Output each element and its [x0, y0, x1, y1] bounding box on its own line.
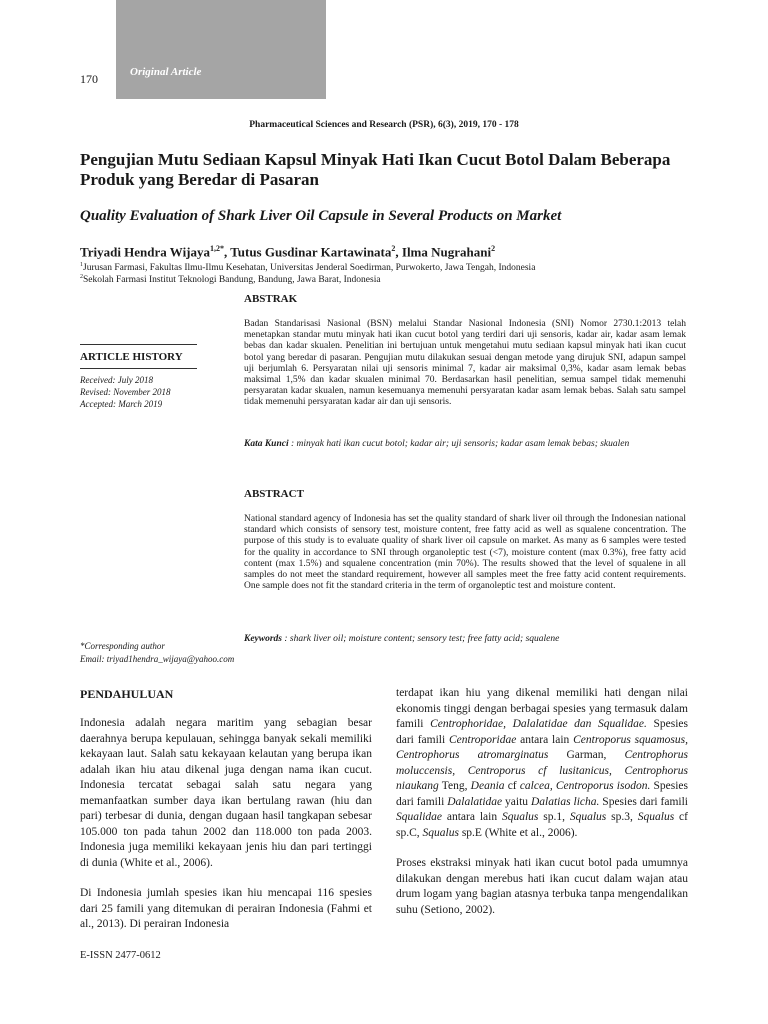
text-run-italic: Squalus: [422, 826, 459, 839]
text-run: sp.3,: [606, 811, 638, 823]
text-run: cf: [504, 780, 520, 792]
text-run: cf sp.C,: [396, 811, 688, 839]
body-paragraph: Proses ekstraksi minyak hati ikan cucut botol pada umumnya dilakukan dengan merebus hati ikan cucut dalam wajan atau drum logam yang bagian atasnya terbuka tanpa mengendalikan suhu (Setiono, 2002).: [396, 857, 688, 916]
affiliation-2: [80, 274, 381, 285]
text-run-italic: Centroporidae: [449, 733, 517, 746]
author-2-sup: 2: [391, 244, 396, 253]
text-run-italic: Centrophorus moluccensis, Centroporus cf lusitanicus, Centrophorus niaukang: [396, 749, 688, 792]
title-indonesian: Pengujian Mutu Sediaan Kapsul Minyak Hati Ikan Cucut Botol Dalam Beberapa Produk yang Beredar di Pasaran: [80, 150, 671, 189]
keywords: [244, 634, 686, 646]
abstrak-text: Badan Standarisasi Nasional (BSN) melalui Standar Nasional Indonesia (SNI) Nomor 2730.1:2013 telah menetapkan standar mutu minyak hati ikan cucut botol yang terdiri dari uji sensoris, kadar air, kadar asam lemak bebas dan kadar skualen. Penelitian ini bertujuan untuk mengetahui mutu sediaan kapsul minyak hati ikan cucut botol yang beredar di pasaran. Pengujian mutu dilakukan sesuai dengan metode yang dirujuk SNI, adapun sampel uji berjumlah 6. Persyaratan nilai uji sensoris minimal 7, kadar air maksimal 0,3%, kadar asam lemak bebas maksimal 1,5% dan kadar skualen minimal 70. Berdasarkan hasil penelitian, semua sampel tidak memenuhi persyaratan kadar skualen, namun kesemuanya memenuhi persyaratan kadar asam lemak bebas. Salah satu sampel tidak memenuhi persyaratan kadar air dan uji sensoris.: [244, 319, 686, 408]
footer-issn: E-ISSN 2477-0612: [80, 950, 161, 961]
history-received: Received: July 2018: [80, 375, 153, 385]
text-run: antara lain: [516, 733, 574, 746]
body-paragraph: Di Indonesia jumlah spesies ikan hiu mencapai 116 spesies dari 25 famili yang ditemukan di perairan Indonesia (Fahmi et al., 2013). Di perairan Indonesia: [80, 887, 372, 930]
corresponding-author-label: *Corresponding author: [80, 641, 165, 651]
text-run-italic: Squalus: [569, 811, 607, 823]
history-rule-top: [80, 344, 197, 345]
text-run: Spesies dari famili: [396, 780, 689, 808]
text-run: Spesies dari famili: [396, 718, 688, 746]
text-run: sp.1,: [538, 811, 570, 823]
title-english: Quality Evaluation of Shark Liver Oil Capsule in Several Products on Market: [80, 208, 562, 224]
keywords-text: : shark liver oil; moisture content; sensory test; free fatty acid; squalene: [282, 634, 560, 644]
journal-citation: Pharmaceutical Sciences and Research (PSR), 6(3), 2019, 170 - 178: [249, 120, 519, 130]
text-run-italic: Squalidae: [396, 811, 442, 823]
affiliation-2-text: Sekolah Farmasi Institut Teknologi Bandung, Bandung, Jawa Barat, Indonesia: [83, 275, 381, 286]
affiliation-1-text: Jurusan Farmasi, Fakultas Ilmu-Ilmu Kesehatan, Universitas Jenderal Soedirman, Purwokerto, Jawa Tengah, Indonesia: [83, 263, 536, 274]
author-3: , Ilma Nugrahani: [395, 244, 492, 260]
text-run-italic: Centroporus squamosus, Centrophorus atromarginatus: [396, 733, 689, 761]
body-paragraph: [396, 686, 688, 841]
author-2: , Tutus Gusdinar Kartawinata: [224, 244, 392, 260]
text-run-italic: Dalatias licha.: [530, 795, 600, 808]
affiliation-1: [80, 262, 535, 273]
kata-kunci-label: Kata Kunci: [244, 439, 289, 449]
body-paragraph: Indonesia adalah negara maritim yang sebagian besar daerahnya berupa kepulauan, sehingga banyak sekali memiliki kekayaan laut. Salah satu kekayaan kelautan yang berupa ikan adalah ikan hiu atau dikenal juga dengan nama ikan cucut. Indonesia tercatat sebagai salah satu negara yang memanfaatkan sumber daya ikan bertulang rawan (hiu dan pari) terbesar di dunia, dengan dugaan hasil tangkapan sebesar 105.000 ton pada tahun 2002 dan 118.000 ton pada 2003. Indonesia juga memiliki kekayaan jenis hiu dan pari tertinggi di dunia (White et al., 2006).: [80, 717, 372, 869]
history-rule-bottom: [80, 368, 197, 369]
text-run: yaitu: [502, 795, 531, 808]
kata-kunci: [244, 439, 686, 451]
text-run-italic: Centrophoridae, Dalalatidae dan Squalidae.: [430, 718, 647, 730]
author-3-sup: 2: [491, 244, 496, 253]
text-run-italic: Deania: [470, 780, 505, 792]
history-revised: Revised: November 2018: [80, 387, 171, 397]
article-history-title: ARTICLE HISTORY: [80, 351, 183, 363]
text-run: sp.E (White et al., 2006).: [458, 826, 578, 839]
text-run: terdapat ikan hiu yang dikenal memiliki hati dengan nilai ekonomis tinggi dengan berbagai spesies yang termasuk dalam famili: [396, 687, 688, 730]
body-left-column: [80, 716, 372, 933]
text-run: Teng,: [438, 780, 471, 792]
abstract-text: National standard agency of Indonesia has set the quality standard of shark liver oil through the Indonesian national standard which consists of sensory test, moisture content, free fatty acid as well as squalene concentration. The purpose of this study is to evaluate quality of shark liver oil capsule on market. As many as 6 samples were tested for the quality in accordance to SNI through organoleptic test (<7), moisture content (max 0.3%), free fatty acid content (max 1.5%) and squalene concentration (min 70%). The results showed that the level of squalene in all samples do not meet the standard requirement, however all samples meet the free fatty acid content requirements. One sample does not fit the standard criteria in the term of organoleptic test and moisture content.: [244, 514, 686, 592]
keywords-label: Keywords: [244, 634, 282, 644]
text-run-italic: calcea, Centroporus isodon.: [519, 780, 651, 792]
text-run-italic: Squalus: [501, 811, 539, 823]
text-run: antara lain: [442, 811, 502, 823]
body-right-column: [396, 686, 688, 918]
text-run: Spesies dari famili: [599, 795, 688, 808]
header-grey-tab: [116, 0, 326, 99]
kata-kunci-text: : minyak hati ikan cucut botol; kadar air; uji sensoris; kadar asam lemak bebas; skualen: [288, 439, 630, 449]
history-accepted: Accepted: March 2019: [80, 399, 163, 409]
page-number: 170: [80, 72, 98, 86]
corresponding-author-email: Email: triyad1hendra_wijaya@yahoo.com: [80, 654, 235, 664]
affiliation-1-sup: 1: [80, 262, 83, 268]
article-type-label: Original Article: [130, 66, 202, 78]
author-list: [80, 244, 495, 260]
affiliation-2-sup: 2: [80, 274, 83, 280]
author-1-sup: 1,2*: [210, 244, 225, 253]
section-heading-pendahuluan: PENDAHULUAN: [80, 687, 174, 701]
author-1: Triyadi Hendra Wijaya: [80, 244, 211, 260]
abstrak-heading: ABSTRAK: [244, 293, 298, 305]
text-run: Garman,: [548, 749, 625, 761]
abstract-heading: ABSTRACT: [244, 488, 304, 500]
text-run-italic: Squalus: [637, 811, 675, 823]
text-run-italic: Dalalatidae: [447, 795, 503, 808]
